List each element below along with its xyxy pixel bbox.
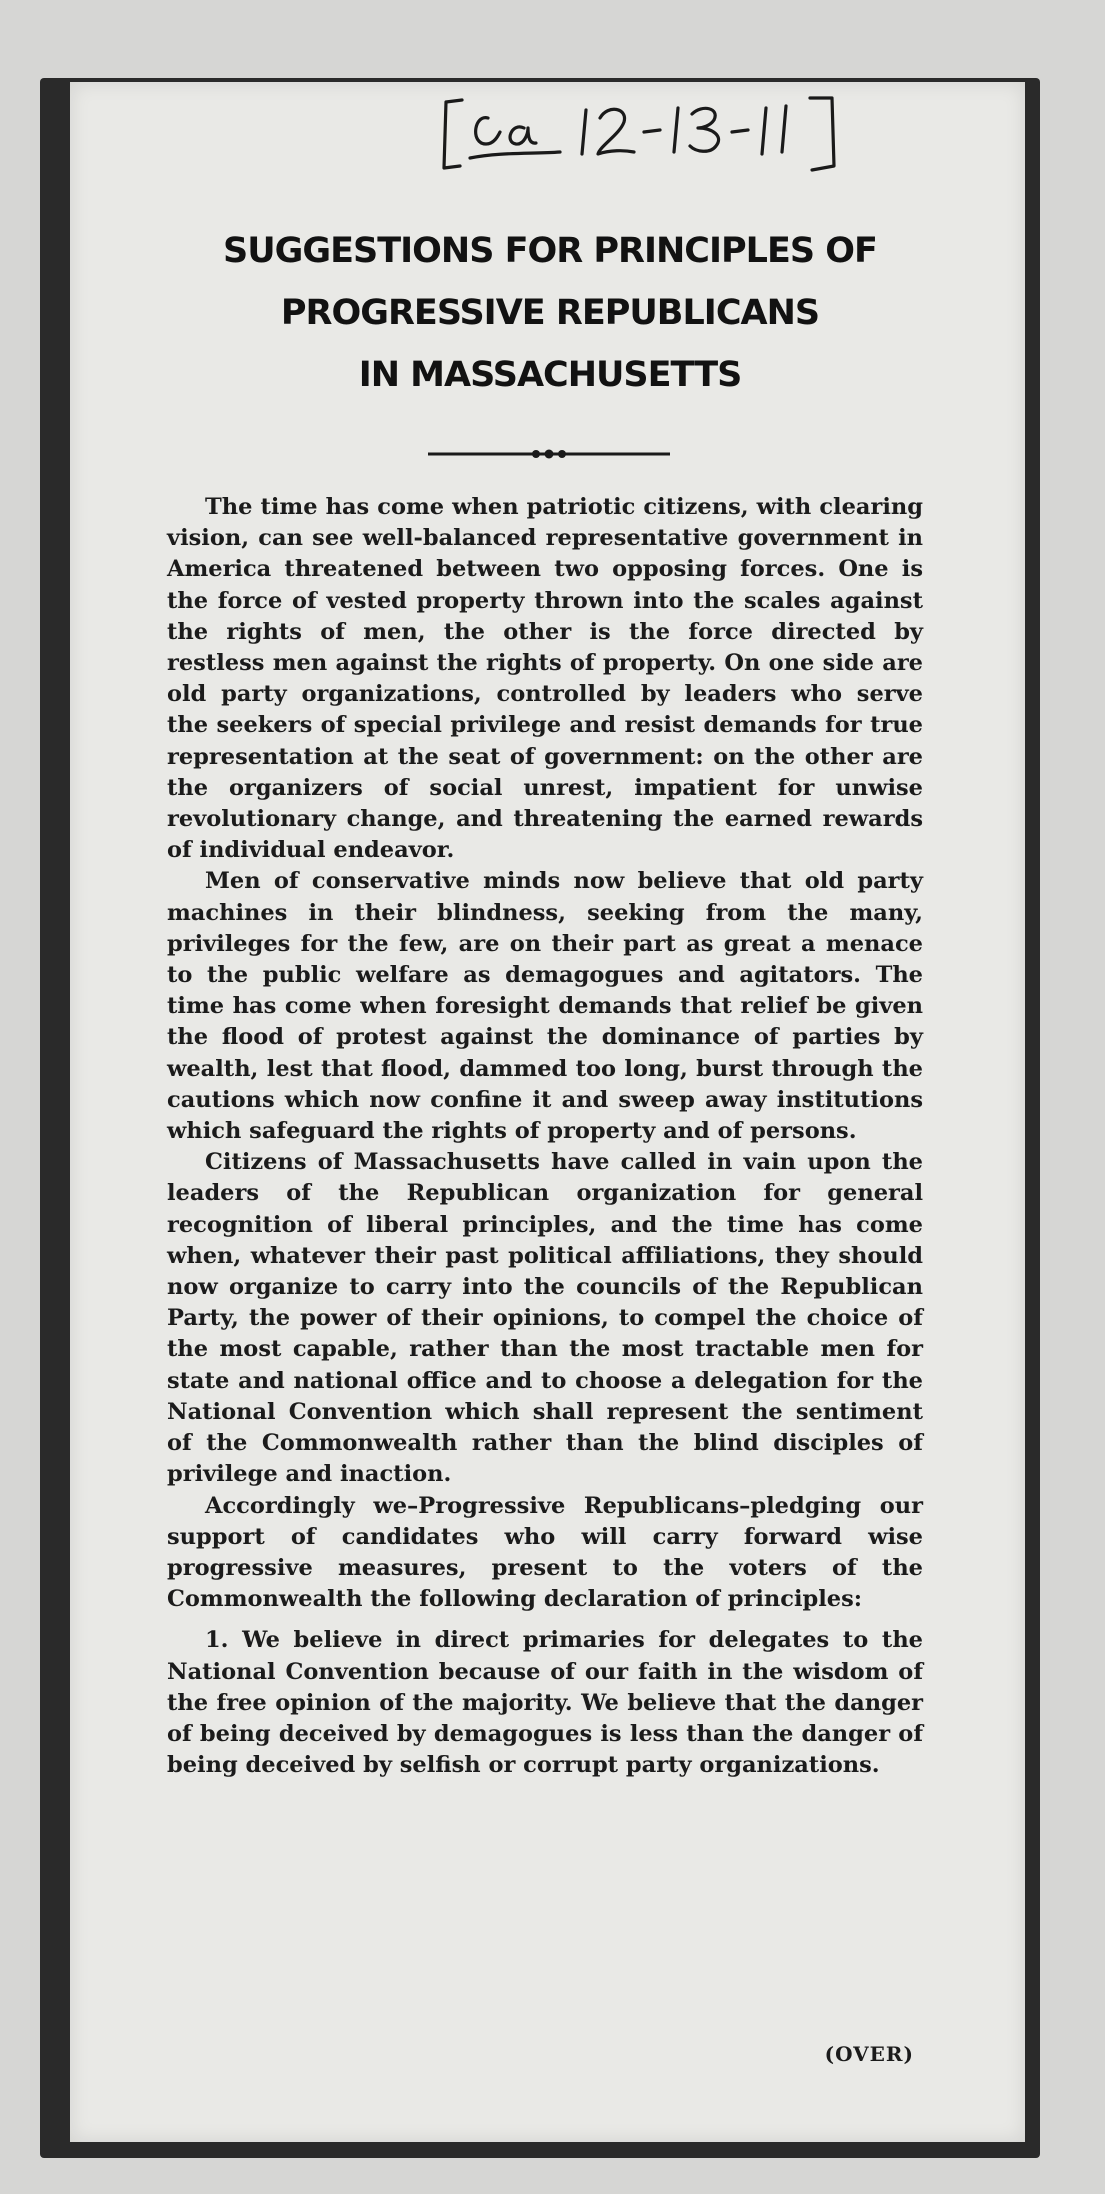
title-divider-ornament (428, 446, 670, 462)
title-line-1: SUGGESTIONS FOR PRINCIPLES OF (223, 231, 877, 271)
paragraph-2: Men of conservative minds now believe that old party machines in their blindness, seeking from the many, privileges for the few, are on their part as great a menace to the public welfare as demagogues and agitators. The time has come when foresight demands that relief be given the flood of protest against the dominance of parties by wealth, lest that flood, dammed too long, burst through the cautions which now confine it and sweep away institutions which safeguard the rights of property and of persons. (167, 868, 923, 1145)
title-line-2: PROGRESSIVE REPUBLICANS (280, 293, 820, 333)
paragraph-1: The time has come when patriotic citizens, with clearing vision, can see well-balanced representative government in America threatened between two opposing forces. One is the force of vested property thrown into the scales against the rights of men, the other is the force directed by restless men against the rights of property. On one side are old party organizations, controlled by leaders who serve the seekers of special privilege and resist demands for true representation at the seat of government: on the other are the organizers of social unrest, impatient for unwise revolutionary change, and threatening the earned rewards of individual endeavor. (167, 494, 923, 864)
title-line-3: IN MASSACHUSETTS (358, 355, 742, 395)
article-body (167, 492, 923, 1781)
principle-item-1: 1. We believe in direct primaries for delegates to the National Convention because of our faith in the wisdom of the free opinion of the majority. We believe that the danger of being deceived by demagogues is less than the danger of being deceived by selfish or corrupt party organizations. (167, 1627, 923, 1779)
handwritten-date-image (440, 88, 845, 178)
document-title (120, 220, 980, 406)
handwritten-date-annotation (440, 88, 845, 178)
paragraph-4: Accordingly we–Progressive Republicans–pledging our support of candidates who will carry forward wise progressive measures, present to the voters of the Commonwealth the following declaration of principles: (167, 1492, 923, 1613)
paragraph-3: Citizens of Massachusetts have called in vain upon the leaders of the Republican organization for general recognition of liberal principles, and the time has come when, whatever their past political affiliations, they should now organize to carry into the councils of the Republican Party, the power of their opinions, to compel the choice of the most capable, rather than the most tractable men for state and national office and to choose a delegation for the National Convention which shall represent the sentiment of the Commonwealth rather than the blind disciples of privilege and inaction. (167, 1149, 923, 1488)
over-page-note: (OVER) (824, 2042, 914, 2066)
divider-ornament-icon (428, 446, 670, 462)
